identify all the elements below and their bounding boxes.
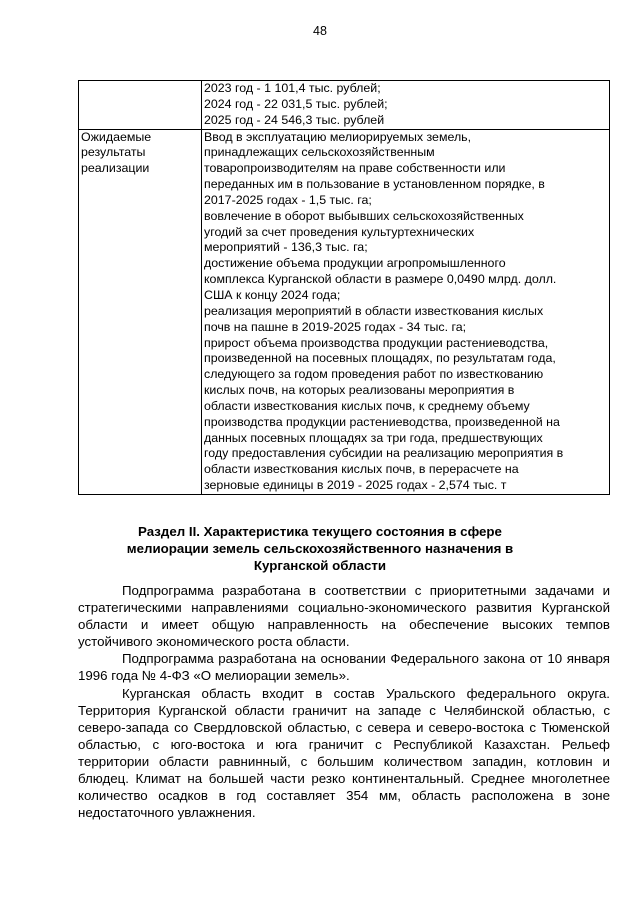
result-line: вовлечение в оборот выбывших сельскохозяйственных: [204, 208, 524, 223]
result-line: товаропроизводителям на праве собственности или: [204, 161, 506, 176]
result-line: США к концу 2024 года;: [204, 287, 341, 302]
table-row-financing: [79, 81, 610, 130]
program-passport-table: [78, 80, 610, 495]
result-line: производства продукции растениеводства, произведенной на: [204, 414, 560, 429]
heading-line: Раздел II. Характеристика текущего состояния в сфере: [138, 524, 502, 539]
result-line: переданных им в пользование в установленном порядке, в: [204, 177, 545, 192]
table-row-expected-results: [79, 129, 610, 494]
result-line: следующего за годом проведения работ по известкованию: [204, 367, 544, 382]
table-cell-label: [79, 81, 202, 130]
financing-line: 2023 год - 1 101,4 тыс. рублей;: [204, 81, 381, 95]
result-line: области известкования кислых почв, в перерасчете на: [204, 462, 519, 477]
result-line: данных посевных площадях за три года, предшествующих: [204, 430, 543, 445]
paragraph: Курганская область входит в состав Уральского федерального округа. Территория Курганской области граничит на западе с Челябинской областью, с северо-запада со Свердловской областью, с севера и северо-востока с Тюменской областью, с юго-востока и юга граничит с Республикой Казахстан. Рельеф территории области равнинный, с большим количеством западин, котловин и блюдец. Климат на большей части резко континентальный. Среднее многолетнее количество осадков в год составляет 354 мм, область расположена в зоне недостаточного увлажнения.: [78, 685, 610, 821]
result-line: принадлежащих сельскохозяйственным: [204, 145, 435, 160]
result-line: Ввод в эксплуатацию мелиорируемых земель,: [204, 129, 472, 144]
result-line: комплекса Курганской области в размере 0,0490 млрд. долл.: [204, 272, 557, 287]
table-cell-financing-years: [202, 81, 610, 130]
result-line: реализация мероприятий в области известкования кислых: [204, 303, 544, 318]
page-number: 48: [313, 24, 327, 38]
result-line: мероприятий - 136,3 тыс. га;: [204, 240, 368, 255]
financing-line: 2025 год - 24 546,3 тыс. рублей: [204, 112, 385, 127]
result-line: прирост объема производства продукции растениеводства,: [204, 335, 549, 350]
result-line: зерновые единицы в 2019 - 2025 годах - 2,574 тыс. т: [204, 478, 507, 493]
result-line: угодий за счет проведения культуртехнических: [204, 224, 475, 239]
result-line: 2017-2025 годах - 1,5 тыс. га;: [204, 192, 372, 207]
label-line: результаты: [81, 145, 146, 160]
paragraph: Подпрограмма разработана на основании Федерального закона от 10 января 1996 года № 4-ФЗ «О мелиорации земель».: [78, 651, 610, 684]
financing-line: 2024 год - 22 031,5 тыс. рублей;: [204, 96, 388, 111]
result-line: произведенной на посевных площадях, по результатам года,: [204, 351, 556, 366]
paragraph: Подпрограмма разработана в соответствии с приоритетными задачами и стратегическими направлениями социально-экономического развития Курганской области и имеет общую направленность на обеспечение высоких темпов устойчивого экономического роста области.: [78, 583, 610, 650]
result-line: году предоставления субсидии на реализацию мероприятия в: [204, 446, 564, 461]
section-heading: [60, 523, 580, 574]
label-line: реализации: [81, 161, 150, 176]
section-body: [78, 582, 610, 821]
result-line: области известкования кислых почв, к среднему объему: [204, 398, 530, 413]
result-line: достижение объема продукции агропромышленного: [204, 256, 506, 271]
result-line: почв на пашне в 2019-2025 годах - 34 тыс. га;: [204, 319, 467, 334]
heading-line: мелиорации земель сельскохозяйственного назначения в: [126, 541, 514, 556]
label-line: Ожидаемые: [81, 129, 152, 144]
table-cell-expected-results: [202, 129, 610, 494]
heading-line: Курганской области: [253, 558, 387, 573]
result-line: кислых почв, на которых реализованы мероприятия в: [204, 383, 515, 398]
table-cell-expected-results-label: [79, 129, 202, 494]
